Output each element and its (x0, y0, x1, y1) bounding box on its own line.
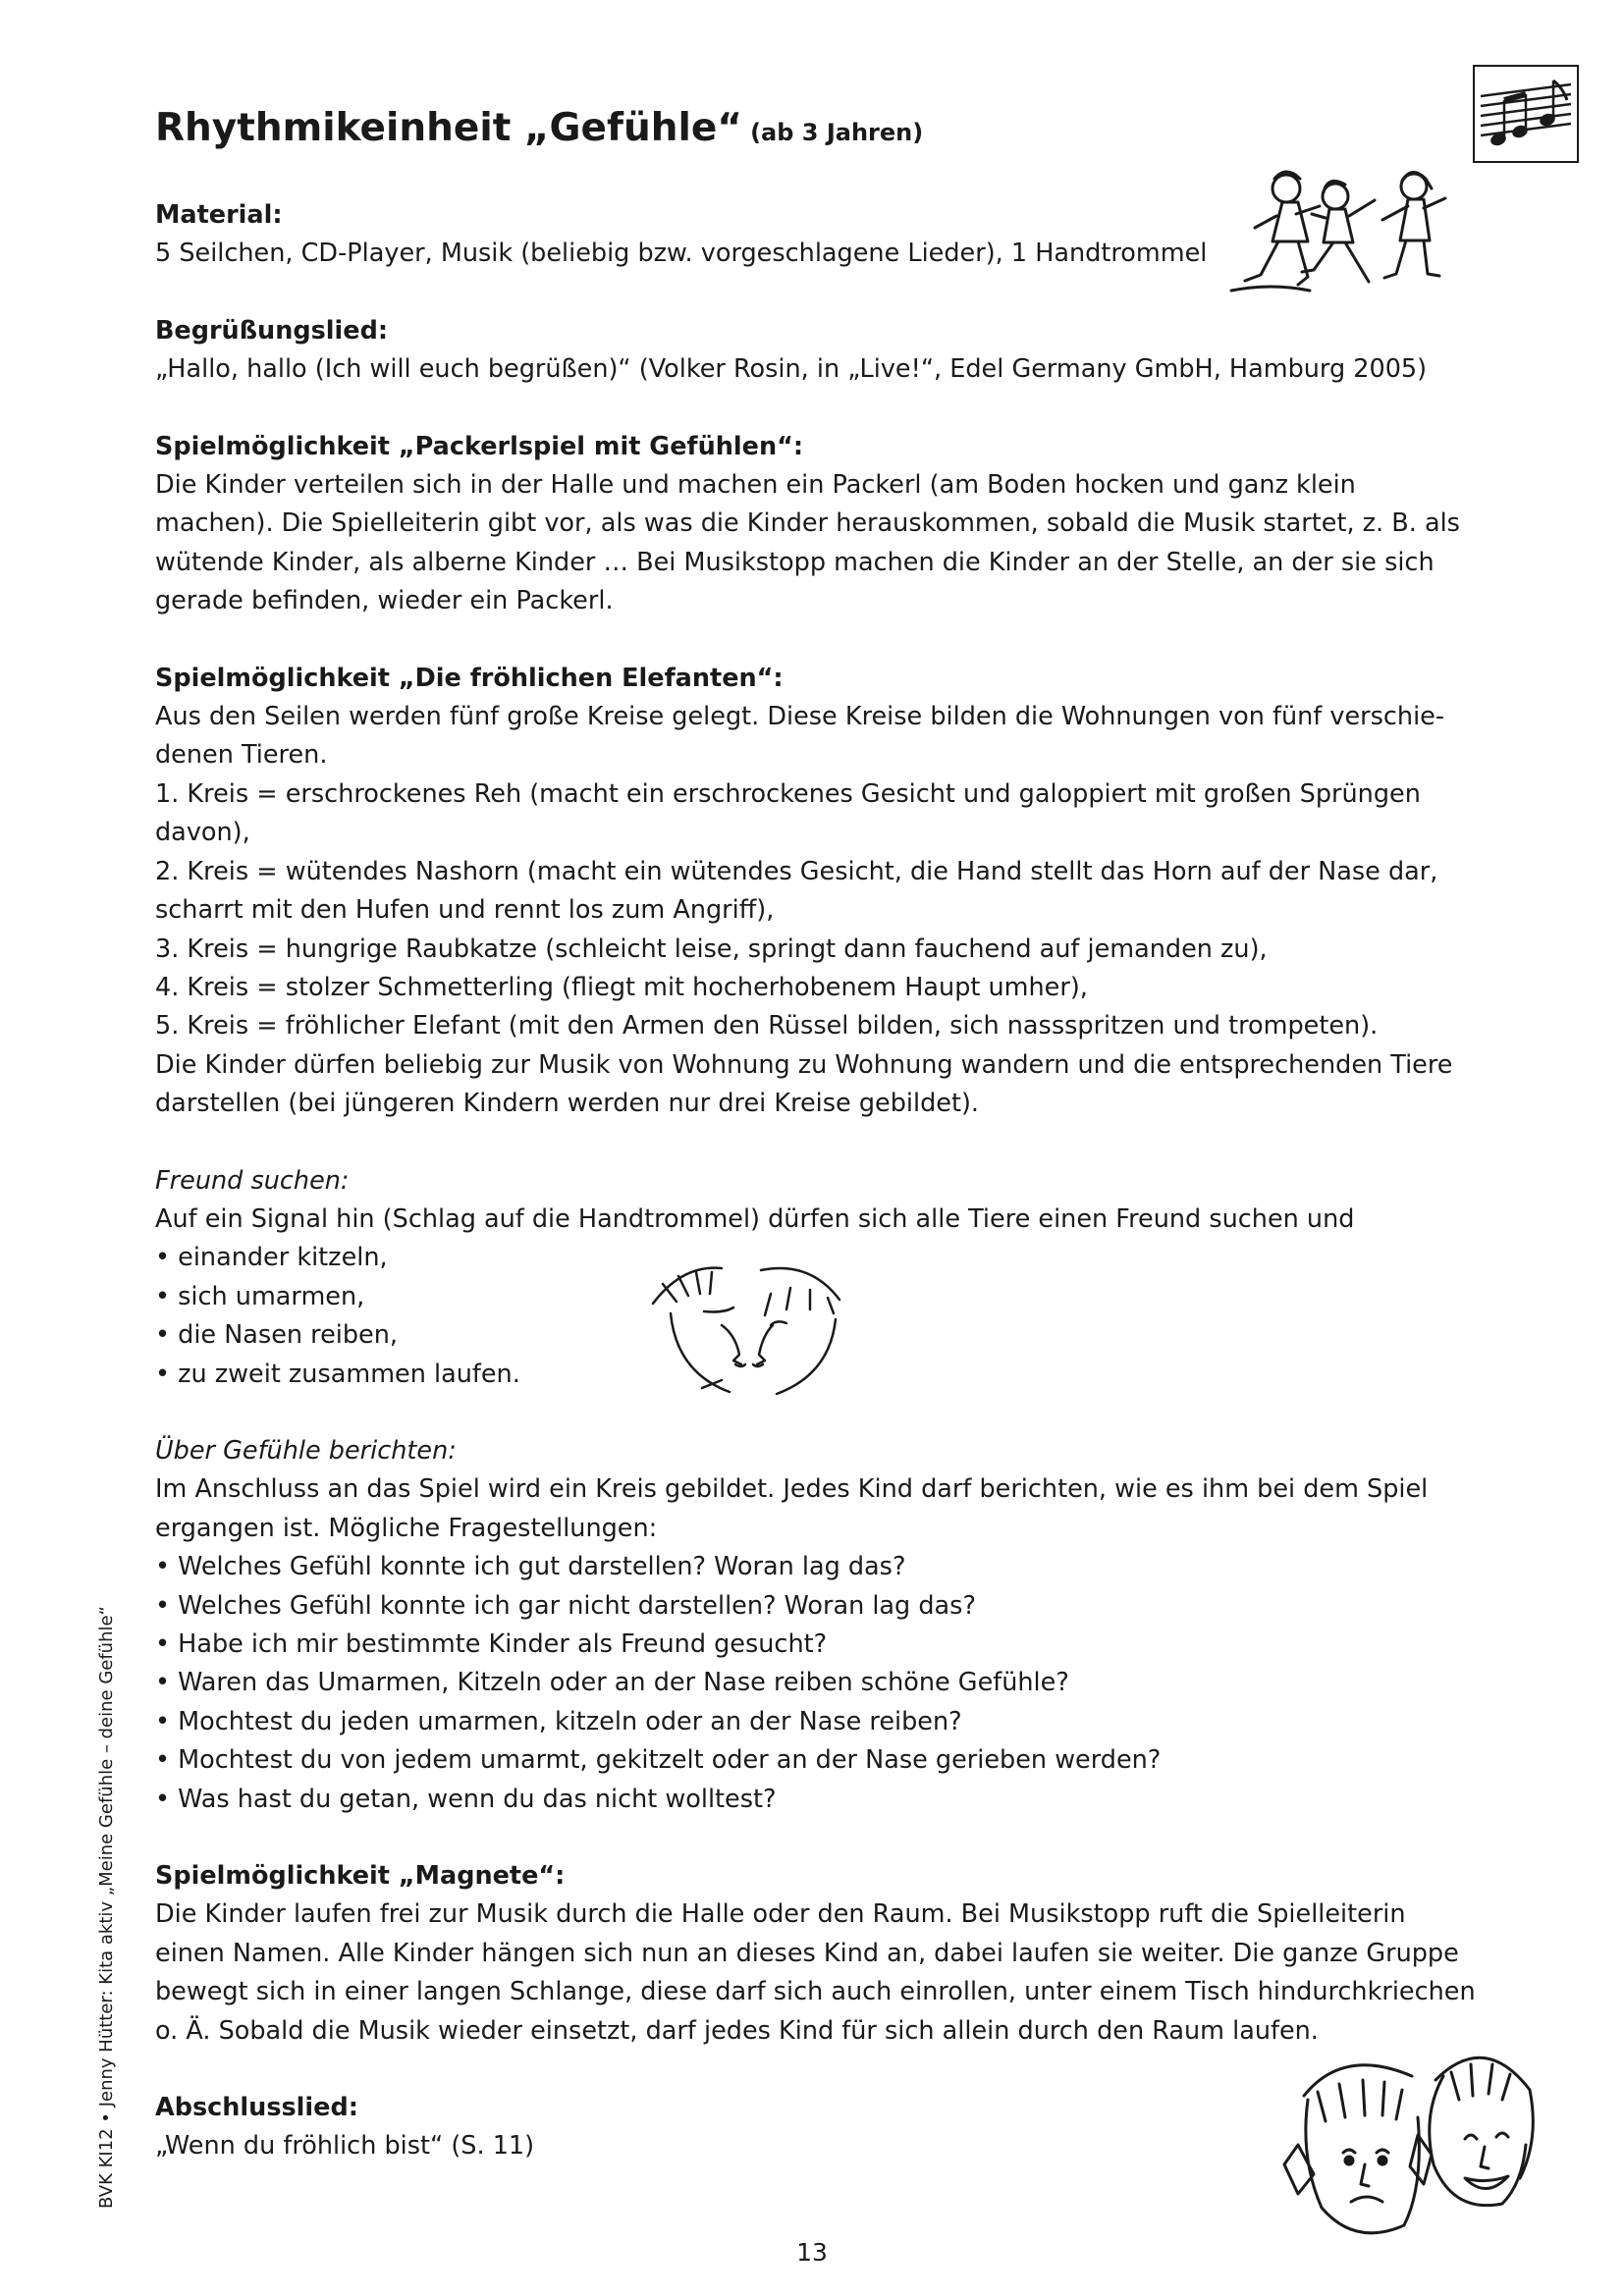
circle-item (155, 853, 1471, 931)
section-talk-about-feelings (155, 1432, 1471, 1819)
greeting-text: „Hallo, hallo (Ich will euch begrüßen)“ (Volker Rosin, in „Live!“, Edel Germany GmbH, Hamburg 2005) (155, 354, 1428, 385)
elefanten-outro-line: Die Kinder dürfen beliebig zur Musik von Wohnung zu Wohnung wandern und die entsprechenden Tiere (155, 1049, 1453, 1080)
title-main: Rhythmikeinheit „Gefühle“ (155, 106, 742, 150)
greeting-heading: Begrüßungslied: (155, 315, 389, 346)
title-age-range: (ab 3 Jahren) (750, 119, 924, 146)
magnete-line: o. Ä. Sobald die Musik wieder einsetzt, darf jedes Kind für sich allein durch den Raum laufen. (155, 2015, 1319, 2046)
material-heading: Material: (155, 200, 283, 230)
section-elephant-game (155, 660, 1471, 1124)
circle-item (155, 1007, 1471, 1045)
section-magnet-game (155, 1857, 1476, 2051)
list-item: • Welches Gefühl konnte ich gar nicht darstellen? Woran lag das? (155, 1590, 976, 1621)
list-item: • sich umarmen, (155, 1281, 365, 1311)
list-item: • Waren das Umarmen, Kitzeln oder an der Nase reiben schöne Gefühle? (155, 1668, 1069, 1698)
list-item: • Habe ich mir bestimmte Kinder als Freund gesucht? (155, 1629, 828, 1659)
section-greeting-song (155, 312, 1471, 390)
list-item: • zu zweit zusammen laufen. (155, 1359, 520, 1389)
music-notes-icon (1473, 65, 1579, 163)
freund-heading: Freund suchen: (155, 1165, 350, 1196)
closing-heading: Abschlusslied: (155, 2093, 358, 2123)
page-title (155, 94, 1471, 163)
circle-item-line: 4. Kreis = stolzer Schmetterling (fliegt mit hocherhobenem Haupt umher), (155, 972, 1088, 1002)
circle-item-line: 1. Kreis = erschrockenes Reh (macht ein erschrockenes Gesicht und galoppiert mit großen Sprüngen (155, 778, 1421, 809)
publisher-side-note: BVK KI12 • Jenny Hütter: Kita aktiv „Meine Gefühle – deine Gefühle“ (96, 1606, 117, 2209)
closing-text: „Wenn du fröhlich bist“ (S. 11) (155, 2131, 535, 2162)
packerl-line: Die Kinder verteilen sich in der Halle und machen ein Packerl (am Boden hocken und ganz klein (155, 470, 1356, 501)
main-content (155, 94, 1476, 2205)
magnete-heading: Spielmöglichkeit „Magnete“: (155, 1861, 566, 1892)
magnete-line: bewegt sich in einer langen Schlange, diese darf sich auch einrollen, unter einem Tisch hindurchkriechen (155, 1977, 1476, 2007)
section-material (155, 196, 1471, 274)
circle-item (155, 775, 1471, 853)
material-text: 5 Seilchen, CD-Player, Musik (beliebig bzw. vorgeschlagene Lieder), 1 Handtrommel (155, 239, 1208, 269)
section-closing-song (155, 2089, 1471, 2166)
list-item: • Mochtest du jeden umarmen, kitzeln oder an der Nase reiben? (155, 1706, 962, 1736)
circle-item-line: davon), (155, 818, 250, 848)
section-find-friend (155, 1162, 1471, 1394)
packerl-line: gerade befinden, wieder ein Packerl. (155, 586, 614, 616)
page-number: 13 (796, 2238, 828, 2267)
freund-intro: Auf ein Signal hin (Schlag auf die Handtrommel) dürfen sich alle Tiere einen Freund suchen und (155, 1203, 1355, 1234)
circle-item-line: 3. Kreis = hungrige Raubkatze (schleicht leise, springt dann fauchend auf jemanden zu), (155, 934, 1268, 964)
circle-item (155, 969, 1471, 1007)
circle-item-line: 5. Kreis = fröhlicher Elefant (mit den Armen den Rüssel bilden, sich nassspritzen und trompeten). (155, 1011, 1379, 1041)
packerl-line: wütende Kinder, als alberne Kinder … Bei Musikstopp machen die Kinder an der Stelle, an der sie sich (155, 547, 1435, 577)
berichten-intro-line: ergangen ist. Mögliche Fragestellungen: (155, 1513, 658, 1543)
magnete-line: einen Namen. Alle Kinder hängen sich nun an dieses Kind an, dabei laufen sie weiter. Die ganze Gruppe (155, 1938, 1459, 1968)
list-item: • die Nasen reiben, (155, 1320, 398, 1351)
elefanten-heading: Spielmöglichkeit „Die fröhlichen Elefanten“: (155, 663, 784, 693)
elefanten-intro-line: Aus den Seilen werden fünf große Kreise gelegt. Diese Kreise bilden die Wohnungen von fünf verschie- (155, 702, 1445, 732)
packerl-heading: Spielmöglichkeit „Packerlspiel mit Gefühlen“: (155, 431, 804, 461)
elefanten-intro-line: denen Tieren. (155, 740, 328, 771)
berichten-heading: Über Gefühle berichten: (155, 1435, 457, 1466)
list-item: • Welches Gefühl konnte ich gut darstellen? Woran lag das? (155, 1552, 906, 1582)
circle-item-line: 2. Kreis = wütendes Nashorn (macht ein wütendes Gesicht, die Hand stellt das Horn auf der Nase dar, (155, 856, 1438, 886)
circle-item (155, 931, 1471, 969)
list-item: • Mochtest du von jedem umarmt, gekitzelt oder an der Nase gerieben werden? (155, 1745, 1162, 1776)
packerl-line: machen). Die Spielleiterin gibt vor, als was die Kinder herauskommen, sobald die Musik startet, z. B. als (155, 508, 1460, 539)
magnete-line: Die Kinder laufen frei zur Musik durch die Halle oder den Raum. Bei Musikstopp ruft die Spielleiterin (155, 1899, 1406, 1930)
section-packerl-game (155, 428, 1471, 621)
list-item: • einander kitzeln, (155, 1243, 388, 1273)
list-item: • Was hast du getan, wenn du das nicht wolltest? (155, 1784, 777, 1814)
berichten-intro-line: Im Anschluss an das Spiel wird ein Kreis gebildet. Jedes Kind darf berichten, wie es ihm bei dem Spiel (155, 1474, 1429, 1505)
circle-item-line: scharrt mit den Hufen und rennt los zum Angriff), (155, 895, 775, 926)
elefanten-outro-line: darstellen (bei jüngeren Kindern werden nur drei Kreise gebildet). (155, 1089, 979, 1119)
